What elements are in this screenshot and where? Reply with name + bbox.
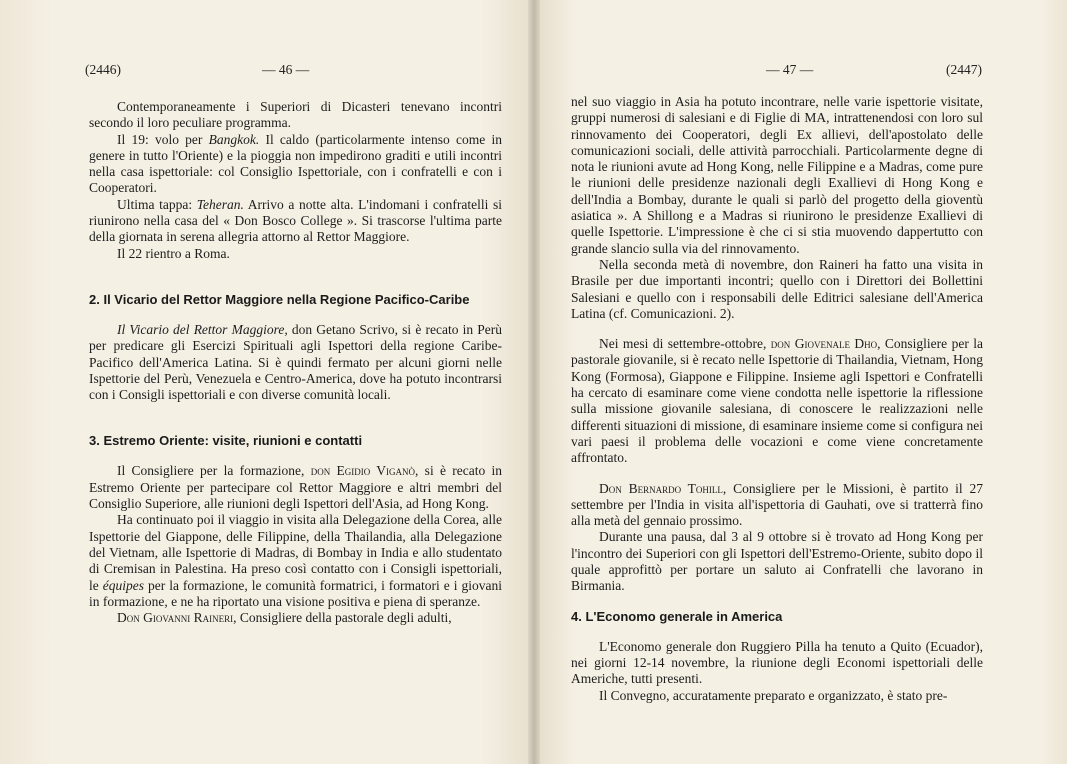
- right-body: [571, 94, 983, 704]
- page-code-left: (2446): [85, 62, 121, 77]
- page-number-left: — 46 —: [262, 62, 310, 77]
- paragraph: Ultima tappa: Teheran. Arrivo a notte alta. L'indomani i confratelli si riunirono nella casa del « Don Bosco College ». Si trascorse l'ultima parte della giornata in serena allegria attorno al Rettor Maggiore.: [89, 196, 502, 245]
- section-heading-2: 2. Il Vicario del Rettor Maggiore nella Regione Pacifico-Caribe: [89, 291, 470, 307]
- paragraph: Il Vicario del Rettor Maggiore, don Getano Scrivo, si è recato in Perù per predicare gli Esercizi Spirituali agli Ispettori della regione Caribe-Pacifico dell'America Latina. Si è quindi fermato per alcuni giorni nelle Ispettorie del Perù, Venezuela e Centro-America, dove ha potuto incontrarsi con i Consigli ispettoriali e con diverse comunità locali.: [89, 321, 502, 403]
- page-code-right: (2447): [946, 62, 982, 77]
- paragraph: Don Giovanni Raineri, Consigliere della pastorale degli adulti,: [117, 610, 452, 626]
- paragraph: L'Economo generale don Ruggiero Pilla ha tenuto a Quito (Ecuador), nei giorni 12-14 novembre, la riunione degli Economi ispettoriali delle Americhe, tutti presenti.: [571, 638, 983, 687]
- left-body: [89, 99, 502, 626]
- paragraph: Il Consigliere per la formazione, don Egidio Viganò, si è recato in Estremo Oriente per partecipare col Rettor Maggiore e altri membri del Consiglio Superiore, alle riunioni degli Ispettori dell'Asia, ad Hong Kong.: [89, 463, 502, 512]
- paragraph: Durante una pausa, dal 3 al 9 ottobre si è trovato ad Hong Kong per l'incontro dei Superiori con gli Ispettori dell'Estremo-Oriente, subito dopo il quale approfittò per portare un saluto ai Confratelli che lavorano in Birmania.: [571, 529, 983, 594]
- section-heading-4: 4. L'Economo generale in America: [571, 608, 783, 624]
- section-heading-3: 3. Estremo Oriente: visite, riunioni e contatti: [89, 433, 363, 449]
- book-gutter: [528, 0, 540, 764]
- paragraph: Il 19: volo per Bangkok. Il caldo (particolarmente intenso come in genere in tutto l'Oriente) e la pioggia non impedirono graditi e utili incontri nella casa ispettoriale: col Consiglio Ispettoriale, con i confratelli e con i Cooperatori.: [89, 131, 502, 196]
- paragraph: Don Bernardo Tohill, Consigliere per le Missioni, è partito il 27 settembre per l'India in visita all'ispettoria di Gauhati, ove si tratterrà fino alla metà del gennaio prossimo.: [571, 480, 983, 529]
- left-page: [0, 0, 533, 764]
- paragraph: Contemporaneamente i Superiori di Dicasteri tenevano incontri secondo il loro peculiare programma.: [89, 99, 502, 131]
- right-page: [533, 0, 1067, 764]
- paragraph: nel suo viaggio in Asia ha potuto incontrare, nelle varie ispettorie visitate, gruppi numerosi di salesiani e di Figlie di MA, intrattenendosi con loro sul rinnovamento dei Cooperatori, degli Ex allievi, dell'apostolato delle comunicazioni sociali, delle attività parrocchiali. Particolarmente degne di nota le riunioni avute ad Hong Kong, nelle Filippine e a Madras, come pure le riunioni delle presidenze nazionali degli Exallievi di Hong Kong e dell'India a Bombay, durante le quali si parlò del progetto della gioventù asiatica ». A Shillong e a Madras si riunirono le presidenze Exallievi di quelle Ispettorie. L'impressione è che ci si stia muovendo dappertutto con grande slancio sulla via del rinnovamento.: [571, 94, 983, 256]
- paragraph: Nei mesi di settembre-ottobre, don Giovenale Dho, Consigliere per la pastorale giovanile, si è recato nelle Ispettorie di Thailandia, Vietnam, Hong Kong (Formosa), Giappone e Filippine. Insieme agli Ispettori e Confratelli ha cercato di esaminare come viene condotta nelle ispettorie la riflessione sulla missione giovanile salesiana, di conoscere le realizzazioni nelle differenti situazioni di missione, di esaminare insieme come si configura nei vari paesi il problema delle vocazioni e come viene concretamente affrontato.: [571, 336, 983, 466]
- paragraph: Il 22 rientro a Roma.: [117, 245, 230, 261]
- page-number-right: — 47 —: [766, 62, 814, 77]
- paragraph: Ha continuato poi il viaggio in visita alla Delegazione della Corea, alle Ispettorie del Giappone, delle Filippine, della Thailandia, alla Delegazione del Vietnam, alle Ispettorie di Madras, di Bombay in India e allo studentato di Cremisan in Palestina. Ha preso così contatto con i Consigli ispettoriali, le équipes per la formazione, le comunità formatrici, i formatori e i giovani in formazione, e ne ha riportato una visione positiva e piena di speranze.: [89, 512, 502, 609]
- paragraph: Nella seconda metà di novembre, don Raineri ha fatto una visita in Brasile per due importanti incontri; quello con i Direttori dei Bollettini Salesiani e quello con i responsabili delle Editrici salesiane dell'America Latina (cf. Comunicazioni. 2).: [571, 256, 983, 321]
- paragraph: Il Convegno, accuratamente preparato e organizzato, è stato pre-: [599, 687, 948, 703]
